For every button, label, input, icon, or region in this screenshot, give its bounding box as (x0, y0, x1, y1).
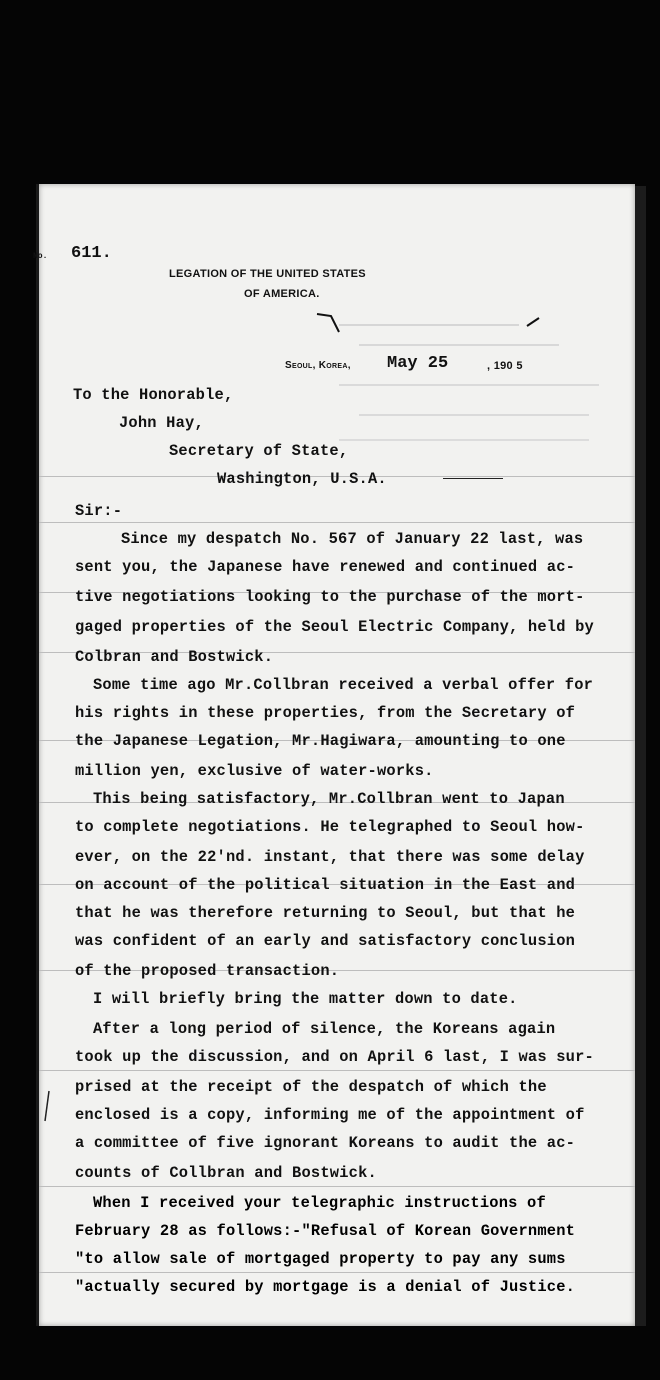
body-line: enclosed is a copy, informing me of the appointment of (75, 1106, 585, 1124)
letterhead-subtitle: OF AMERICA. (244, 288, 320, 300)
body-line: his rights in these properties, from the Secretary of (75, 704, 576, 722)
body-line: on account of the political situation in the East and (75, 876, 576, 894)
bleed-through-mark (359, 344, 559, 346)
body-line: a committee of five ignorant Koreans to audit the ac- (75, 1134, 576, 1152)
despatch-number-label: No. (33, 252, 48, 261)
document-page (33, 184, 635, 1326)
place-line: Seoul, Korea, (285, 360, 351, 371)
body-line: tive negotiations looking to the purchase of the mort- (75, 588, 585, 606)
address-line: Secretary of State, (169, 442, 349, 460)
bleed-through-mark (359, 414, 589, 416)
body-line: "to allow sale of mortgaged property to pay any sums (75, 1250, 566, 1268)
salutation: Sir:- (75, 502, 123, 520)
body-line: million yen, exclusive of water-works. (75, 762, 434, 780)
date-stamp: May 25 (387, 354, 449, 373)
year-line: , 190 5 (487, 360, 523, 372)
despatch-number: 611. (71, 244, 112, 263)
body-line: I will briefly bring the matter down to date. (93, 990, 518, 1008)
ruled-line (39, 1272, 635, 1273)
address-line: Washington, U.S.A. (217, 470, 387, 488)
body-line: When I received your telegraphic instructions of (93, 1194, 546, 1212)
ruled-line (39, 1070, 635, 1071)
body-line: prised at the receipt of the despatch of which the (75, 1078, 547, 1096)
body-line: Some time ago Mr.Collbran received a verbal offer for (93, 676, 594, 694)
body-line: to complete negotiations. He telegraphed to Seoul how- (75, 818, 585, 836)
address-line: John Hay, (119, 414, 204, 432)
letterhead-title: LEGATION OF THE UNITED STATES (169, 268, 366, 280)
margin-mark-icon (41, 1089, 53, 1125)
pen-mark-icon (309, 306, 349, 336)
body-line: the Japanese Legation, Mr.Hagiwara, amounting to one (75, 732, 566, 750)
body-line: that he was therefore returning to Seoul, but that he (75, 904, 576, 922)
bleed-through-mark (339, 384, 599, 386)
ruled-line (39, 522, 635, 523)
bleed-through-mark (339, 439, 589, 441)
underline-mark (443, 478, 503, 479)
ruled-line (39, 1186, 635, 1187)
pen-mark-icon (525, 314, 545, 330)
body-line: counts of Collbran and Bostwick. (75, 1164, 377, 1182)
bleed-through-mark (339, 324, 519, 326)
body-line: ever, on the 22'nd. instant, that there was some delay (75, 848, 585, 866)
body-line: This being satisfactory, Mr.Collbran went to Japan (93, 790, 565, 808)
body-line: gaged properties of the Seoul Electric Company, held by (75, 618, 594, 636)
address-line: To the Honorable, (73, 386, 234, 404)
body-line: Colbran and Bostwick. (75, 648, 274, 666)
body-line: After a long period of silence, the Koreans again (93, 1020, 556, 1038)
body-line: "actually secured by mortgage is a denial of Justice. (75, 1278, 576, 1296)
body-line: February 28 as follows:-"Refusal of Korean Government (75, 1222, 576, 1240)
body-line: of the proposed transaction. (75, 962, 340, 980)
body-line: Since my despatch No. 567 of January 22 last, was (121, 530, 584, 548)
body-line: took up the discussion, and on April 6 last, I was sur- (75, 1048, 594, 1066)
body-line: was confident of an early and satisfactory conclusion (75, 932, 576, 950)
body-line: sent you, the Japanese have renewed and continued ac- (75, 558, 576, 576)
